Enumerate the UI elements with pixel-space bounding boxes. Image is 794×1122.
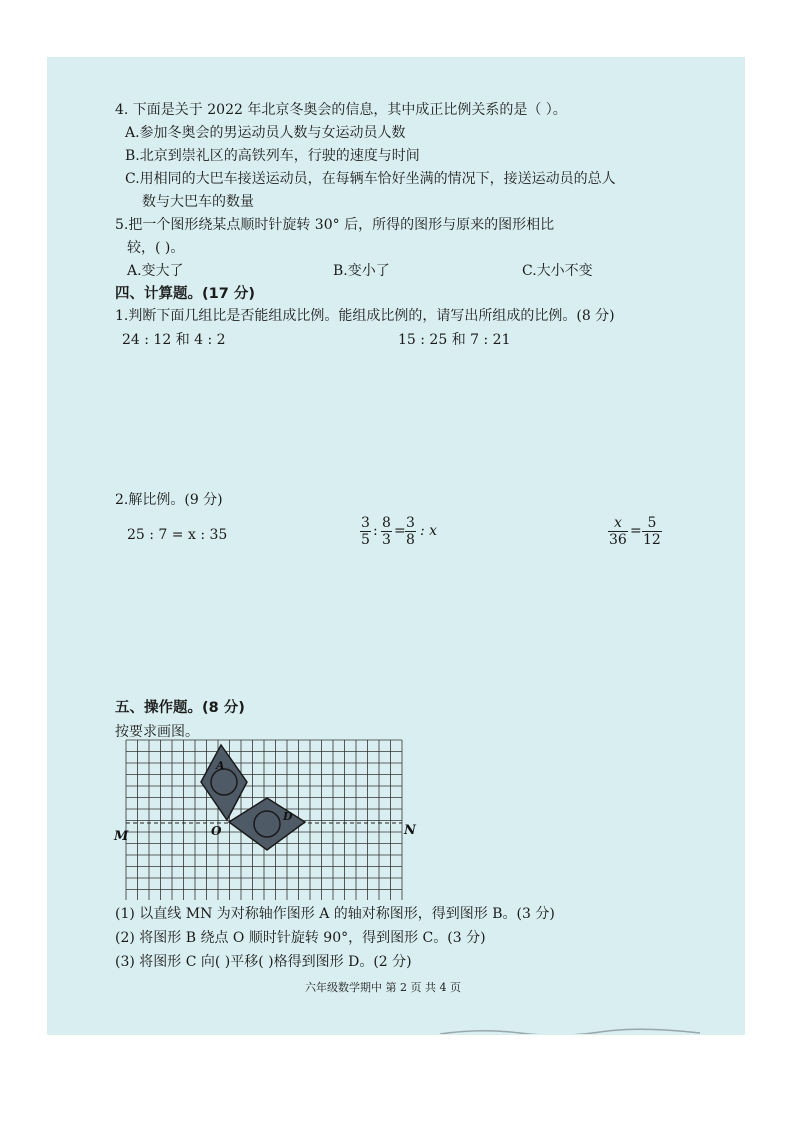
eq3-f1-denominator: 36 <box>609 532 627 548</box>
eq2-f3-denominator: 8 <box>406 532 415 548</box>
eq2-fraction-1 <box>360 515 371 549</box>
section4-q1-right: 15 : 25 和 7 : 21 <box>398 332 511 348</box>
eq2-fraction-2 <box>381 515 392 549</box>
eq3-f1-numerator: x <box>613 515 622 531</box>
q5-option-b: B.变小了 <box>333 263 390 279</box>
eq3-f2-numerator: 5 <box>647 515 657 531</box>
eq2-colon-1: : <box>373 523 378 539</box>
eq2-f1-denominator: 5 <box>361 532 370 548</box>
scan-smudge <box>440 1028 700 1034</box>
eq2-f2-numerator: 8 <box>382 515 391 531</box>
eq3-equals: = <box>630 523 642 539</box>
q4-stem: 4. 下面是关于 2022 年北京冬奥会的信息，其中成正比例关系的是（ ）。 <box>115 102 567 118</box>
eq3-f2-denominator: 12 <box>643 532 661 548</box>
label-o: O <box>211 824 222 838</box>
eq2-fraction-3 <box>405 515 416 549</box>
label-d: D <box>283 810 293 823</box>
eq2-f3-numerator: 3 <box>406 515 415 531</box>
section5-part3: (3) 将图形 C 向( )平移( )格得到图形 D。(2 分) <box>115 954 412 970</box>
q4-option-c-cont: 数与大巴车的数量 <box>142 194 254 210</box>
label-n: N <box>404 823 416 838</box>
eq2-f2-denominator: 3 <box>382 532 391 548</box>
shape-d <box>229 798 305 850</box>
grid-figure <box>114 740 416 902</box>
eq2-tail: : x <box>420 523 438 539</box>
section4-q1: 1.判断下面几组比是否能组成比例。能组成比例的，请写出所组成的比例。(8 分) <box>115 308 615 324</box>
q4-option-c: C.用相同的大巴车接送运动员，在每辆车恰好坐满的情况下，接送运动员的总人 <box>125 171 616 187</box>
equation-1: 25 : 7 = x : 35 <box>127 527 228 543</box>
section5-instruction: 按要求画图。 <box>115 724 199 740</box>
eq2-f1-numerator: 3 <box>361 515 370 531</box>
q4-option-b: B.北京到崇礼区的高铁列车，行驶的速度与时间 <box>125 148 420 164</box>
eq2-equals: = <box>394 523 406 539</box>
section4-q1-left: 24 : 12 和 4 : 2 <box>122 332 226 348</box>
q5-stem: 5.把一个图形绕某点顺时针旋转 30° 后，所得的图形与原来的图形相比 <box>115 217 555 233</box>
label-m: M <box>114 829 129 844</box>
section4-title: 四、计算题。(17 分) <box>115 286 255 302</box>
section4-q2: 2.解比例。(9 分) <box>115 492 223 508</box>
q4-option-a: A.参加冬奥会的男运动员人数与女运动员人数 <box>125 125 406 141</box>
q5-stem-cont: 较，( )。 <box>127 240 185 256</box>
eq3-fraction-1 <box>608 515 628 549</box>
q5-option-a: A.变大了 <box>127 263 184 279</box>
section5-part2: (2) 将图形 B 绕点 O 顺时针旋转 90°，得到图形 C。(3 分) <box>115 930 486 946</box>
q5-option-c: C.大小不变 <box>522 263 593 279</box>
page-footer: 六年级数学期中 第 2 页 共 4 页 <box>305 981 461 994</box>
section5-title: 五、操作题。(8 分) <box>115 700 245 716</box>
label-a: A <box>216 759 225 772</box>
section5-part1: (1) 以直线 MN 为对称轴作图形 A 的轴对称图形，得到图形 B。(3 分) <box>115 906 555 922</box>
eq3-fraction-2 <box>642 515 662 549</box>
